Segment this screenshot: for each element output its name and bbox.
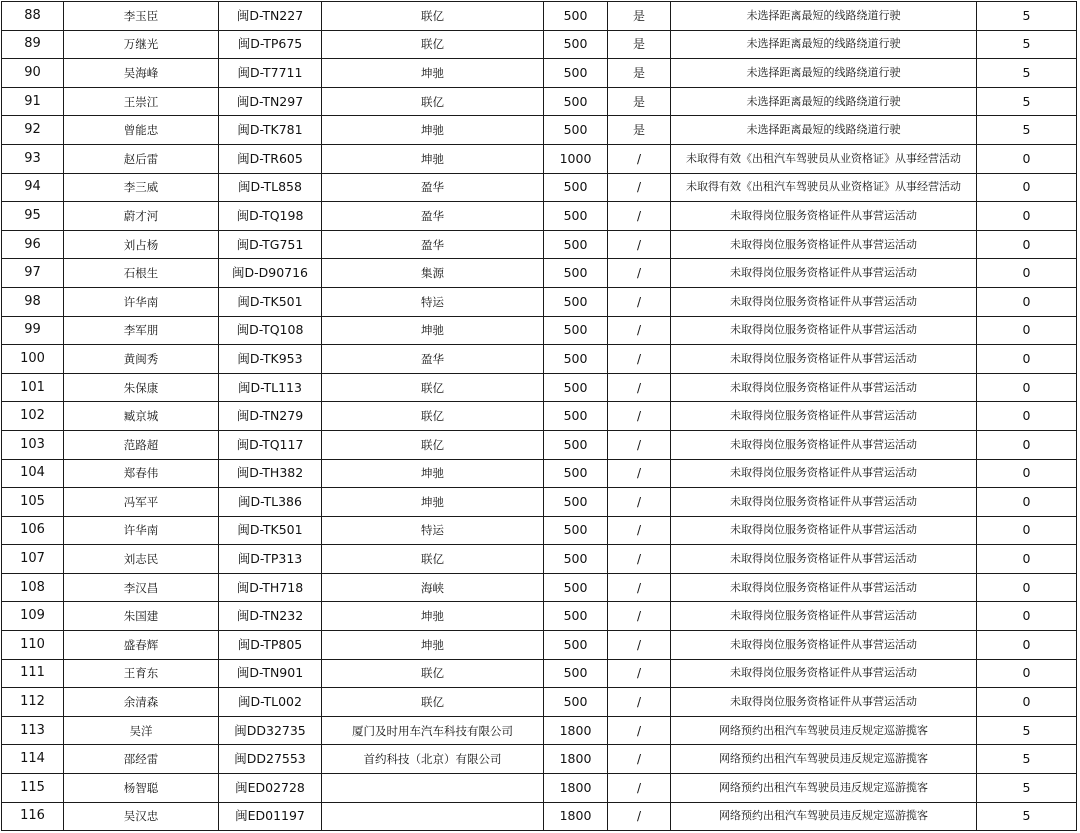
cell-company: 厦门及时用车汽车科技有限公司 [322, 716, 544, 745]
cell-company: 联亿 [322, 688, 544, 717]
cell-fine-amount: 500 [544, 230, 608, 259]
cell-fine-amount: 500 [544, 259, 608, 288]
cell-driver-name: 郑春伟 [64, 459, 219, 488]
cell-company: 坤驰 [322, 602, 544, 631]
cell-violation-reason: 未选择距离最短的线路绕道行驶 [671, 30, 977, 59]
cell-company: 首约科技（北京）有限公司 [322, 745, 544, 774]
cell-points: 0 [977, 516, 1077, 545]
cell-plate-number: 闽D-TN297 [219, 87, 322, 116]
cell-number: 89 [2, 30, 64, 59]
cell-points: 5 [977, 2, 1077, 31]
cell-company: 联亿 [322, 373, 544, 402]
cell-number: 109 [2, 602, 64, 631]
cell-company: 坤驰 [322, 59, 544, 88]
cell-driver-name: 李玉臣 [64, 2, 219, 31]
cell-driver-name: 曾能忠 [64, 116, 219, 145]
cell-points: 0 [977, 602, 1077, 631]
cell-points: 0 [977, 488, 1077, 517]
table-row [2, 573, 1077, 602]
cell-plate-number: 闽D-TP313 [219, 545, 322, 574]
cell-violation-reason: 网络预约出租汽车驾驶员违反规定巡游揽客 [671, 774, 977, 803]
cell-company: 联亿 [322, 659, 544, 688]
cell-flag: / [608, 202, 671, 231]
cell-points: 0 [977, 688, 1077, 717]
cell-flag: / [608, 144, 671, 173]
cell-plate-number: 闽D-TP805 [219, 631, 322, 660]
cell-fine-amount: 500 [544, 202, 608, 231]
cell-points: 0 [977, 631, 1077, 660]
cell-violation-reason: 未取得岗位服务资格证件从事营运活动 [671, 659, 977, 688]
cell-flag: / [608, 259, 671, 288]
cell-fine-amount: 500 [544, 488, 608, 517]
cell-flag: / [608, 802, 671, 831]
cell-driver-name: 黄闽秀 [64, 345, 219, 374]
cell-company: 盈华 [322, 230, 544, 259]
cell-company: 联亿 [322, 402, 544, 431]
cell-company: 盈华 [322, 345, 544, 374]
violation-table [1, 1, 1077, 831]
table-row [2, 316, 1077, 345]
cell-flag: / [608, 774, 671, 803]
cell-driver-name: 盛春辉 [64, 631, 219, 660]
cell-company: 坤驰 [322, 459, 544, 488]
cell-points: 0 [977, 402, 1077, 431]
cell-flag: / [608, 345, 671, 374]
cell-plate-number: 闽DD32735 [219, 716, 322, 745]
cell-plate-number: 闽D-TL386 [219, 488, 322, 517]
cell-number: 102 [2, 402, 64, 431]
cell-driver-name: 石根生 [64, 259, 219, 288]
cell-flag: / [608, 545, 671, 574]
table-row [2, 202, 1077, 231]
table-row [2, 287, 1077, 316]
table-row [2, 545, 1077, 574]
cell-points: 0 [977, 173, 1077, 202]
cell-violation-reason: 未取得岗位服务资格证件从事营运活动 [671, 287, 977, 316]
cell-points: 0 [977, 545, 1077, 574]
cell-violation-reason: 未取得岗位服务资格证件从事营运活动 [671, 573, 977, 602]
cell-points: 5 [977, 802, 1077, 831]
cell-number: 115 [2, 774, 64, 803]
cell-points: 5 [977, 30, 1077, 59]
cell-company: 盈华 [322, 202, 544, 231]
cell-driver-name: 万继光 [64, 30, 219, 59]
cell-violation-reason: 未取得岗位服务资格证件从事营运活动 [671, 345, 977, 374]
cell-company: 坤驰 [322, 316, 544, 345]
cell-driver-name: 吴汉忠 [64, 802, 219, 831]
cell-violation-reason: 网络预约出租汽车驾驶员违反规定巡游揽客 [671, 745, 977, 774]
cell-driver-name: 邵经雷 [64, 745, 219, 774]
cell-violation-reason: 未选择距离最短的线路绕道行驶 [671, 87, 977, 116]
cell-company: 集源 [322, 259, 544, 288]
cell-number: 97 [2, 259, 64, 288]
cell-points: 5 [977, 59, 1077, 88]
table-row [2, 259, 1077, 288]
cell-violation-reason: 未取得岗位服务资格证件从事营运活动 [671, 202, 977, 231]
cell-plate-number: 闽D-TP675 [219, 30, 322, 59]
cell-number: 93 [2, 144, 64, 173]
cell-violation-reason: 未取得岗位服务资格证件从事营运活动 [671, 430, 977, 459]
cell-fine-amount: 500 [544, 30, 608, 59]
cell-number: 94 [2, 173, 64, 202]
cell-driver-name: 杨智聪 [64, 774, 219, 803]
cell-fine-amount: 1800 [544, 716, 608, 745]
cell-flag: / [608, 459, 671, 488]
table-row [2, 345, 1077, 374]
cell-violation-reason: 未取得有效《出租汽车驾驶员从业资格证》从事经营活动 [671, 173, 977, 202]
cell-driver-name: 王育东 [64, 659, 219, 688]
table-row [2, 30, 1077, 59]
cell-number: 112 [2, 688, 64, 717]
cell-driver-name: 蔚才河 [64, 202, 219, 231]
cell-plate-number: 闽D-TN901 [219, 659, 322, 688]
table-row [2, 87, 1077, 116]
cell-company: 特运 [322, 516, 544, 545]
cell-points: 0 [977, 202, 1077, 231]
cell-fine-amount: 500 [544, 59, 608, 88]
cell-flag: / [608, 602, 671, 631]
cell-plate-number: 闽D-TL113 [219, 373, 322, 402]
cell-driver-name: 许华南 [64, 516, 219, 545]
cell-fine-amount: 1800 [544, 802, 608, 831]
table-row [2, 144, 1077, 173]
cell-plate-number: 闽D-TK781 [219, 116, 322, 145]
cell-company: 联亿 [322, 87, 544, 116]
cell-points: 0 [977, 316, 1077, 345]
cell-number: 108 [2, 573, 64, 602]
cell-plate-number: 闽D-TN232 [219, 602, 322, 631]
cell-company [322, 802, 544, 831]
cell-flag: 是 [608, 116, 671, 145]
cell-driver-name: 刘占杨 [64, 230, 219, 259]
cell-number: 88 [2, 2, 64, 31]
table-row [2, 802, 1077, 831]
cell-company: 坤驰 [322, 144, 544, 173]
cell-number: 106 [2, 516, 64, 545]
cell-number: 90 [2, 59, 64, 88]
table-body [2, 2, 1077, 831]
cell-number: 100 [2, 345, 64, 374]
table-row [2, 659, 1077, 688]
cell-points: 0 [977, 345, 1077, 374]
table-row [2, 230, 1077, 259]
cell-plate-number: 闽DD27553 [219, 745, 322, 774]
cell-number: 114 [2, 745, 64, 774]
cell-violation-reason: 未选择距离最短的线路绕道行驶 [671, 116, 977, 145]
cell-points: 5 [977, 716, 1077, 745]
cell-plate-number: 闽D-TH718 [219, 573, 322, 602]
cell-fine-amount: 500 [544, 345, 608, 374]
cell-flag: / [608, 402, 671, 431]
cell-violation-reason: 未取得岗位服务资格证件从事营运活动 [671, 688, 977, 717]
cell-fine-amount: 500 [544, 659, 608, 688]
cell-plate-number: 闽D-TQ117 [219, 430, 322, 459]
cell-flag: 是 [608, 2, 671, 31]
cell-fine-amount: 500 [544, 316, 608, 345]
cell-fine-amount: 500 [544, 545, 608, 574]
cell-driver-name: 李汉昌 [64, 573, 219, 602]
cell-driver-name: 吴洋 [64, 716, 219, 745]
cell-flag: / [608, 373, 671, 402]
cell-plate-number: 闽D-TK501 [219, 516, 322, 545]
cell-number: 99 [2, 316, 64, 345]
cell-driver-name: 余清森 [64, 688, 219, 717]
cell-plate-number: 闽D-TL858 [219, 173, 322, 202]
cell-fine-amount: 500 [544, 631, 608, 660]
table-row [2, 745, 1077, 774]
cell-fine-amount: 500 [544, 688, 608, 717]
cell-violation-reason: 未取得岗位服务资格证件从事营运活动 [671, 631, 977, 660]
cell-flag: / [608, 287, 671, 316]
cell-plate-number: 闽D-TR605 [219, 144, 322, 173]
cell-number: 95 [2, 202, 64, 231]
cell-company: 联亿 [322, 30, 544, 59]
cell-number: 104 [2, 459, 64, 488]
cell-points: 0 [977, 659, 1077, 688]
cell-points: 0 [977, 144, 1077, 173]
cell-number: 105 [2, 488, 64, 517]
cell-fine-amount: 500 [544, 173, 608, 202]
cell-violation-reason: 未选择距离最短的线路绕道行驶 [671, 59, 977, 88]
cell-number: 110 [2, 631, 64, 660]
cell-flag: / [608, 716, 671, 745]
cell-flag: / [608, 659, 671, 688]
cell-plate-number: 闽D-TN227 [219, 2, 322, 31]
cell-number: 92 [2, 116, 64, 145]
cell-points: 0 [977, 430, 1077, 459]
cell-plate-number: 闽D-TH382 [219, 459, 322, 488]
table-row [2, 430, 1077, 459]
cell-driver-name: 王崇江 [64, 87, 219, 116]
cell-violation-reason: 未取得有效《出租汽车驾驶员从业资格证》从事经营活动 [671, 144, 977, 173]
cell-driver-name: 朱国建 [64, 602, 219, 631]
cell-company: 联亿 [322, 2, 544, 31]
table-row [2, 488, 1077, 517]
cell-flag: / [608, 631, 671, 660]
cell-violation-reason: 网络预约出租汽车驾驶员违反规定巡游揽客 [671, 716, 977, 745]
table-row [2, 688, 1077, 717]
cell-company [322, 774, 544, 803]
cell-flag: / [608, 430, 671, 459]
cell-flag: / [608, 745, 671, 774]
cell-points: 0 [977, 287, 1077, 316]
cell-driver-name: 李三威 [64, 173, 219, 202]
cell-fine-amount: 500 [544, 516, 608, 545]
cell-company: 海峡 [322, 573, 544, 602]
cell-driver-name: 朱保康 [64, 373, 219, 402]
table-row [2, 516, 1077, 545]
cell-plate-number: 闽ED02728 [219, 774, 322, 803]
cell-number: 101 [2, 373, 64, 402]
cell-violation-reason: 未取得岗位服务资格证件从事营运活动 [671, 373, 977, 402]
cell-points: 5 [977, 87, 1077, 116]
cell-plate-number: 闽D-TL002 [219, 688, 322, 717]
cell-plate-number: 闽D-TQ108 [219, 316, 322, 345]
cell-plate-number: 闽D-TQ198 [219, 202, 322, 231]
cell-plate-number: 闽D-TK953 [219, 345, 322, 374]
cell-points: 0 [977, 459, 1077, 488]
cell-fine-amount: 500 [544, 116, 608, 145]
cell-driver-name: 臧京城 [64, 402, 219, 431]
cell-company: 坤驰 [322, 631, 544, 660]
cell-points: 5 [977, 774, 1077, 803]
cell-flag: / [608, 573, 671, 602]
table-row [2, 459, 1077, 488]
table-row [2, 716, 1077, 745]
cell-fine-amount: 500 [544, 287, 608, 316]
cell-points: 0 [977, 573, 1077, 602]
cell-number: 96 [2, 230, 64, 259]
cell-plate-number: 闽D-TK501 [219, 287, 322, 316]
cell-points: 0 [977, 259, 1077, 288]
cell-flag: / [608, 230, 671, 259]
cell-driver-name: 赵后雷 [64, 144, 219, 173]
cell-company: 特运 [322, 287, 544, 316]
cell-number: 111 [2, 659, 64, 688]
cell-company: 盈华 [322, 173, 544, 202]
cell-plate-number: 闽ED01197 [219, 802, 322, 831]
cell-driver-name: 冯军平 [64, 488, 219, 517]
cell-number: 107 [2, 545, 64, 574]
cell-driver-name: 范路超 [64, 430, 219, 459]
cell-fine-amount: 500 [544, 459, 608, 488]
cell-points: 5 [977, 116, 1077, 145]
table-row [2, 774, 1077, 803]
cell-flag: / [608, 316, 671, 345]
table-row [2, 402, 1077, 431]
cell-violation-reason: 未取得岗位服务资格证件从事营运活动 [671, 488, 977, 517]
table-row [2, 373, 1077, 402]
cell-driver-name: 许华南 [64, 287, 219, 316]
cell-violation-reason: 未取得岗位服务资格证件从事营运活动 [671, 259, 977, 288]
cell-flag: / [608, 488, 671, 517]
cell-number: 116 [2, 802, 64, 831]
cell-violation-reason: 未取得岗位服务资格证件从事营运活动 [671, 545, 977, 574]
table-row [2, 59, 1077, 88]
cell-violation-reason: 未取得岗位服务资格证件从事营运活动 [671, 230, 977, 259]
cell-driver-name: 吴海峰 [64, 59, 219, 88]
cell-violation-reason: 未取得岗位服务资格证件从事营运活动 [671, 602, 977, 631]
cell-flag: 是 [608, 30, 671, 59]
cell-fine-amount: 500 [544, 402, 608, 431]
cell-violation-reason: 未取得岗位服务资格证件从事营运活动 [671, 402, 977, 431]
cell-driver-name: 刘志民 [64, 545, 219, 574]
cell-points: 0 [977, 230, 1077, 259]
cell-fine-amount: 1800 [544, 745, 608, 774]
cell-flag: / [608, 516, 671, 545]
cell-number: 113 [2, 716, 64, 745]
cell-fine-amount: 500 [544, 573, 608, 602]
cell-violation-reason: 未选择距离最短的线路绕道行驶 [671, 2, 977, 31]
cell-fine-amount: 1800 [544, 774, 608, 803]
cell-flag: / [608, 173, 671, 202]
table-row [2, 602, 1077, 631]
cell-plate-number: 闽D-TG751 [219, 230, 322, 259]
cell-company: 坤驰 [322, 488, 544, 517]
cell-number: 91 [2, 87, 64, 116]
cell-fine-amount: 500 [544, 602, 608, 631]
cell-fine-amount: 1000 [544, 144, 608, 173]
cell-flag: 是 [608, 87, 671, 116]
cell-company: 联亿 [322, 430, 544, 459]
cell-violation-reason: 未取得岗位服务资格证件从事营运活动 [671, 459, 977, 488]
cell-fine-amount: 500 [544, 2, 608, 31]
cell-plate-number: 闽D-T7711 [219, 59, 322, 88]
table-row [2, 116, 1077, 145]
cell-fine-amount: 500 [544, 430, 608, 459]
cell-number: 103 [2, 430, 64, 459]
cell-violation-reason: 网络预约出租汽车驾驶员违反规定巡游揽客 [671, 802, 977, 831]
cell-plate-number: 闽D-D90716 [219, 259, 322, 288]
cell-flag: / [608, 688, 671, 717]
cell-points: 0 [977, 373, 1077, 402]
cell-flag: 是 [608, 59, 671, 88]
cell-company: 坤驰 [322, 116, 544, 145]
cell-plate-number: 闽D-TN279 [219, 402, 322, 431]
cell-violation-reason: 未取得岗位服务资格证件从事营运活动 [671, 516, 977, 545]
cell-fine-amount: 500 [544, 373, 608, 402]
cell-number: 98 [2, 287, 64, 316]
cell-company: 联亿 [322, 545, 544, 574]
table-row [2, 173, 1077, 202]
cell-points: 5 [977, 745, 1077, 774]
cell-fine-amount: 500 [544, 87, 608, 116]
table-row [2, 631, 1077, 660]
cell-violation-reason: 未取得岗位服务资格证件从事营运活动 [671, 316, 977, 345]
table-row [2, 2, 1077, 31]
cell-driver-name: 李军朋 [64, 316, 219, 345]
